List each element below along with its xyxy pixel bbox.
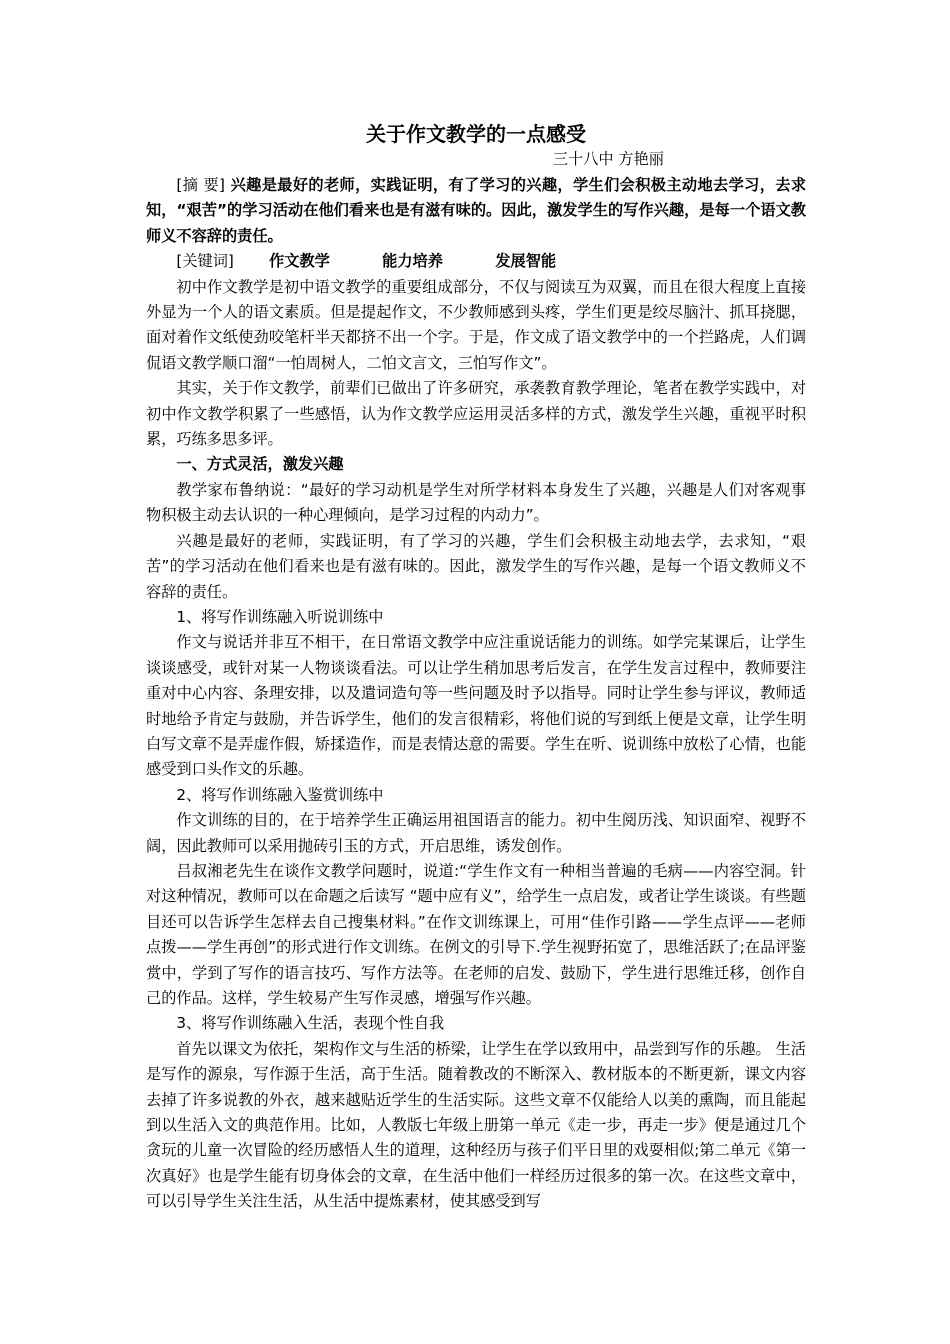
keywords (146, 249, 806, 274)
keyword: 能力培养 (382, 252, 443, 271)
section-heading: 一、方式灵活，激发兴趣 (176, 455, 344, 474)
paragraph: 其实，关于作文教学，前辈们已做出了许多研究，承袭教育教学理论，笔者在教学实践中，对初中作文教学积累了一些感悟，认为作文教学应运用灵活多样的方式，激发学生兴趣，重视平时积累，巧练多思多评。 (146, 379, 806, 449)
paragraph: 兴趣是最好的老师，实践证明，有了学习的兴趣，学生们会积极主动地去学，去求知，“艰苦”的学习活动在他们看来也是有滋有味的。因此，激发学生的写作兴趣，是每一个语文教师义不容辞的责任。 (146, 531, 806, 601)
abstract-label: [摘 要] (176, 176, 225, 194)
paragraph: 作文与说话并非互不相干，在日常语文教学中应注重说话能力的训练。如学完某课后，让学生谈谈感受，或针对某一人物谈谈看法。可以让学生稍加思考后发言，在学生发言过程中，教师要注重对中心内容、条理安排，以及遣词造句等一些问题及时予以指导。同时让学生参与评议，教师适时地给予肯定与鼓励，并告诉学生，他们的发言很精彩，将他们说的写到纸上便是文章，让学生明白写文章不是弄虚作假，矫揉造作，而是表情达意的需要。学生在听、说训练中放松了心情，也能感受到口头作文的乐趣。 (146, 633, 806, 779)
paragraph: 作文训练的目的，在于培养学生正确运用祖国语言的能力。初中生阅历浅、知识面窄、视野不阔，因此教师可以采用抛砖引玉的方式，开启思维，诱发创作。 (146, 811, 806, 855)
subsection-heading: 2、将写作训练融入鉴赏训练中 (176, 785, 384, 804)
abstract (146, 173, 806, 249)
keyword: 发展智能 (495, 252, 557, 271)
abstract-text: 兴趣是最好的老师，实践证明，有了学习的兴趣，学生们会积极主动地去学习，去求知，“艰苦”的学习活动在他们看来也是有滋有味的。因此，激发学生的写作兴趣，是每一个语文教师义不容辞的责任。 (146, 176, 807, 245)
subsection-heading: 1、将写作训练融入听说训练中 (176, 607, 384, 626)
author-line: 三十八中 方艳丽 (552, 150, 664, 168)
subsection-heading: 3、将写作训练融入生活，表现个性自我 (176, 1014, 445, 1033)
paragraph: 吕叔湘老先生在谈作文教学问题时，说道:“学生作文有一种相当普遍的毛病——内容空洞。针对这种情况，教师可以在命题之后读写 “题中应有义”，给学生一点启发，或者让学生谈谈。有些题目还可以告诉学生怎样去自己搜集材料。”在作文训练课上，可用“佳作引路——学生点评——老师点拨——学生再创”的形式进行作文训练。在例文的引导下.学生视野拓宽了，思维活跃了;在品评鉴赏中，学到了写作的语言技巧、写作方法等。在老师的启发、鼓励下，学生进行思维迁移，创作自己的作品。这样，学生较易产生写作灵感，增强写作兴趣。 (146, 861, 806, 1007)
keyword: 作文教学 (269, 252, 330, 271)
paragraph: 教学家布鲁纳说：“最好的学习动机是学生对所学材料本身发生了兴趣，兴趣是人们对客观事物积极主动去认识的一种心理倾向，是学习过程的内动力”。 (146, 480, 806, 525)
paragraph: 初中作文教学是初中语文教学的重要组成部分，不仅与阅读互为双翼，而且在很大程度上直接外显为一个人的语文素质。但是提起作文，不少教师感到头疼，学生们更是绞尽脑汁、抓耳挠腮，面对着作文纸使劲咬笔杆半天都挤不出一个字。于是，作文成了语文教学中的一个拦路虎，人们调侃语文教学顺口溜“一怕周树人，二怕文言文，三怕写作文”。 (146, 277, 806, 372)
keywords-label: [关键词] (176, 252, 234, 271)
document-title: 关于作文教学的一点感受 (366, 122, 586, 146)
document-page (146, 119, 806, 1215)
paragraph: 首先以课文为依托，架构作文与生活的桥梁，让学生在学以致用中，品尝到写作的乐趣。 生活是写作的源泉，写作源于生活，高于生活。随着教改的不断深入、教材版本的不断更新，课文内容去掉了许多说教的外衣，越来越贴近学生的生活实际。这些文章不仅能给人以美的熏陶，而且能起到以生活入文的典范作用。比如，人教版七年级上册第一单元《走一步，再走一步》便是通过几个贪玩的儿童一次冒险的经历感悟人生的道理，这种经历与孩子们平日里的戏耍相似;第二单元《第一次真好》也是学生能有切身体会的文章，在生活中他们一样经历过很多的第一次。在这些文章中，可以引导学生关注生活，从生活中提炼素材，使其感受到写 (146, 1039, 806, 1211)
